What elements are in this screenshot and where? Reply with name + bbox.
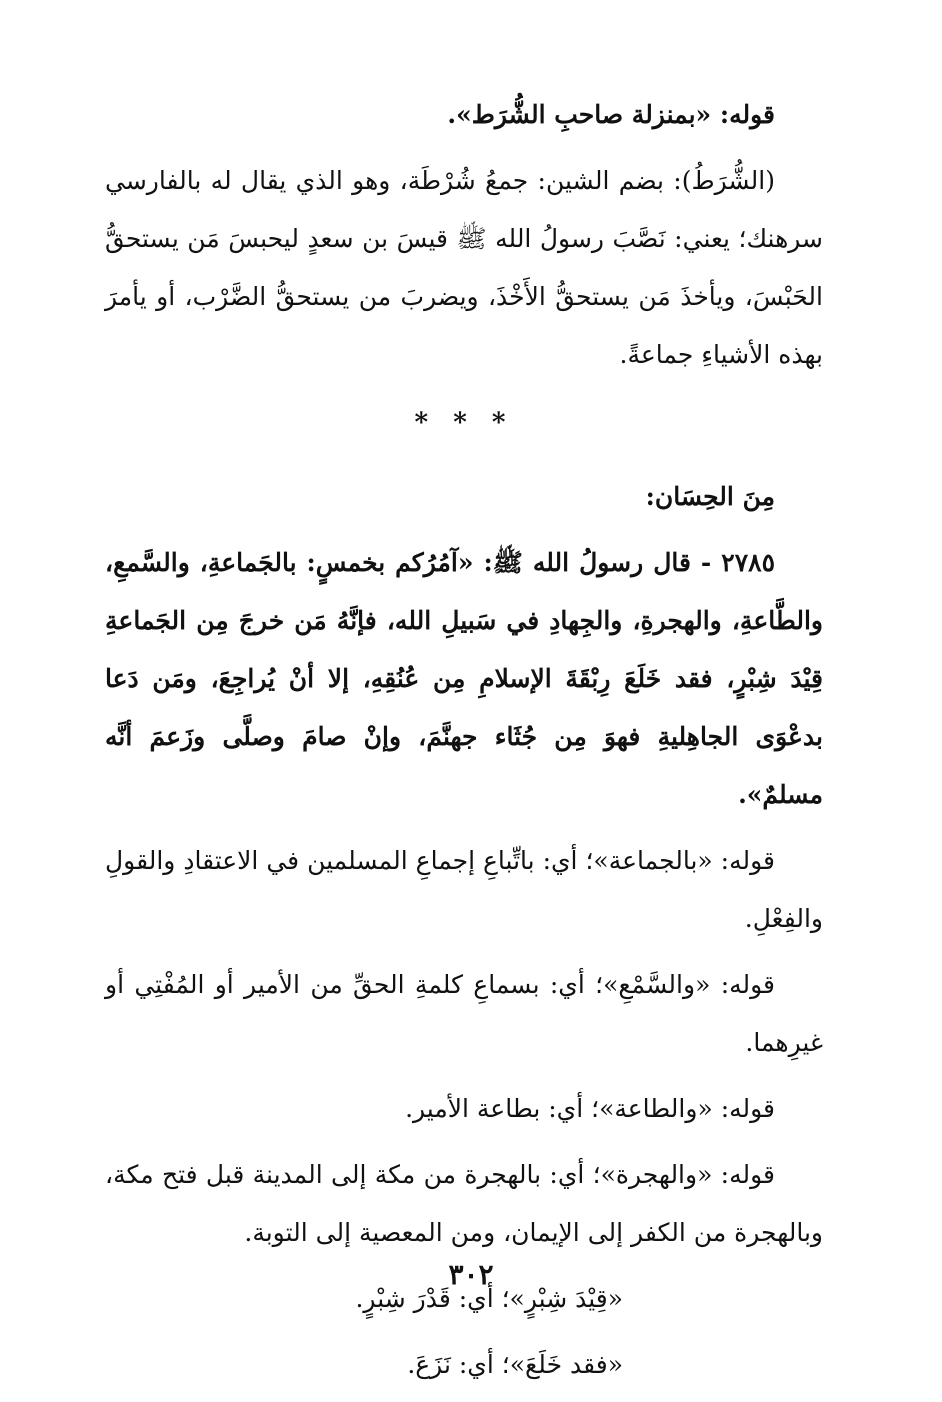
heading-qawluh-shurat: قوله: «بمنزلة صاحبِ الشُّرَط». xyxy=(447,100,775,129)
paragraph-jamaah: قوله: «بالجماعة»؛ أي: باتِّباعِ إجماعِ المسلمين في الاعتقادِ والقولِ والفِعْلِ. xyxy=(105,846,823,933)
section-separator: * * * xyxy=(414,408,514,438)
paragraph-hijrah: قوله: «والهجرة»؛ أي: بالهجرة من مكة إلى المدينة قبل فتح مكة، وبالهجرة من الكفر إلى الإيمان، ومن المعصية إلى التوبة. xyxy=(105,1160,823,1247)
hadith-2785: ٢٧٨٥ - قال رسولُ الله ﷺ: «آمُرُكم بخمسٍ: بالجَماعةِ، والسَّمعِ، والطَّاعةِ، والهجرةِ، والجِهادِ في سَبيلِ الله، فإنَّهُ مَن خرجَ مِن الجَماعةِ قِيْدَ شِبْرٍ، فقد خَلَعَ رِبْقَةَ الإسلامِ مِن عُنُقِهِ، إلا أنْ يُراجِعَ، ومَن دَعا بدعْوَى الجاهِليةِ فهوَ مِن جُثَاء جهنَّمَ، وإنْ صامَ وصلَّى وزَعمَ أنَّه مسلمٌ». xyxy=(105,548,823,809)
section-heading-hisan: مِنَ الحِسَان: xyxy=(645,482,775,511)
paragraph-shurat-explanation: (الشُّرَطُ): بضم الشين: جمعُ شُرْطَة، وهو الذي يقال له بالفارسي سرهنك؛ يعني: نَصَّبَ رسولُ الله ﷺ قيسَ بن سعدٍ ليحبسَ مَن يستحقُّ الحَبْسَ، ويأخذَ مَن يستحقُّ الأَخْذَ، ويضربَ من يستحقُّ الضَّرْب، أو يأمرَ بهذه الأشياءِ جماعةً. xyxy=(105,166,823,369)
paragraph-taah: قوله: «والطاعة»؛ أي: بطاعة الأمير. xyxy=(405,1094,775,1123)
paragraph-samm: قوله: «والسَّمْعِ»؛ أي: بسماعِ كلمةِ الحقِّ من الأمير أو المُفْتِي أو غيرِهما. xyxy=(105,970,823,1057)
closing-line-khala: «فقد خَلَعَ»؛ أي: نَزَعَ. xyxy=(407,1350,623,1379)
closing-line-qayd: «قِيْدَ شِبْرٍ»؛ أي: قَدْرَ شِبْرٍ. xyxy=(355,1284,623,1313)
page-number: ٣٠٢ xyxy=(448,1258,494,1291)
page-body xyxy=(105,86,823,1402)
